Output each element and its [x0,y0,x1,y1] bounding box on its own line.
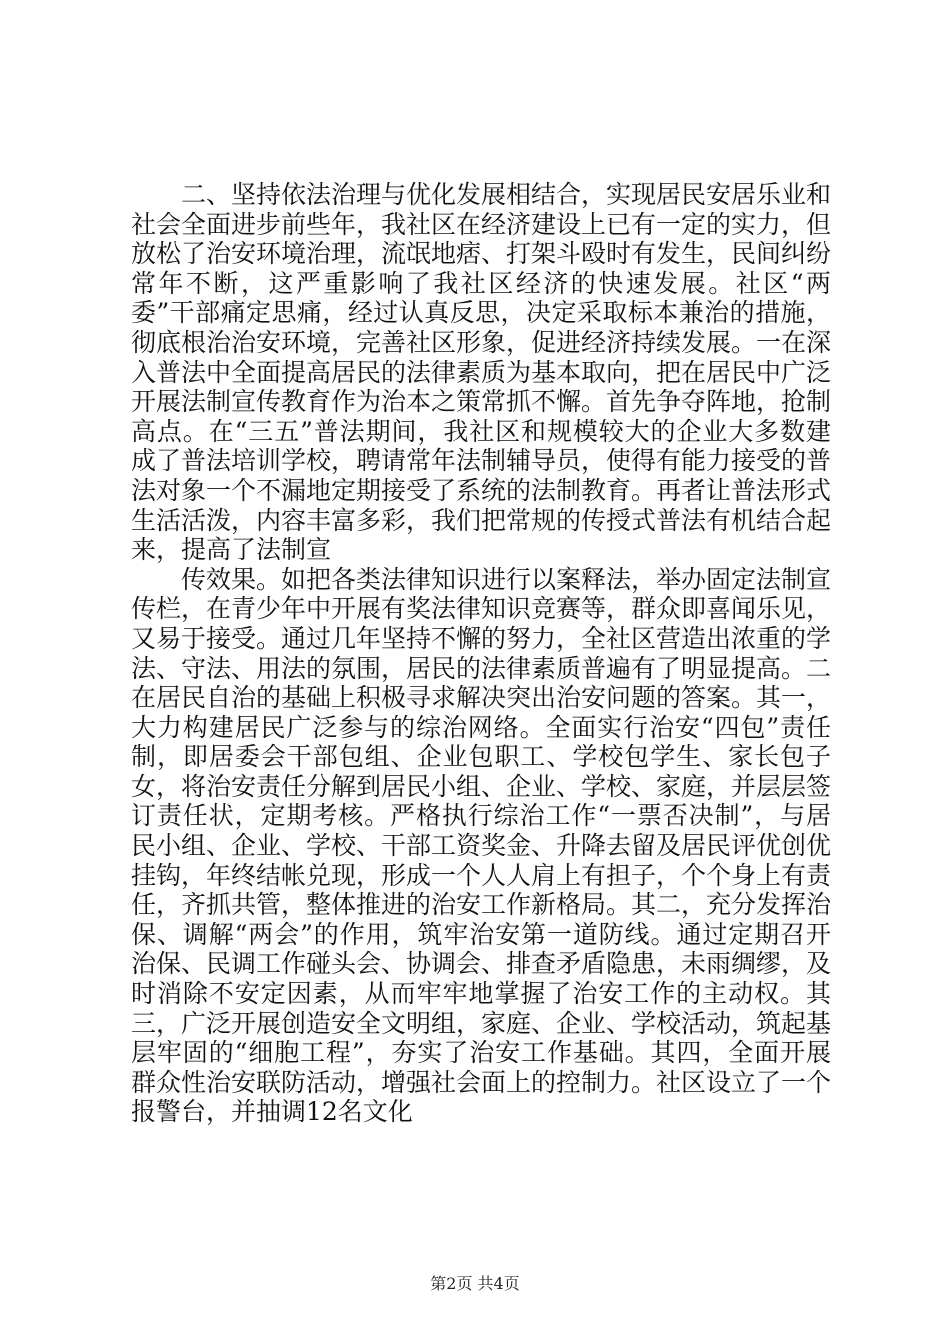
paragraph-2: 传效果。如把各类法律知识进行以案释法，举办固定法制宣传栏，在青少年中开展有奖法律知识竞赛等，群众即喜闻乐见，又易于接受。通过几年坚持不懈的努力，全社区营造出浓重的学法、守法、用法的氛围，居民的法律素质普遍有了明显提高。二在居民自治的基础上积极寻求解决突出治安问题的答案。其一，大力构建居民广泛参与的综治网络。全面实行治安“四包”责任制，即居委会干部包组、企业包职工、学校包学生、家长包子女，将治安责任分解到居民小组、企业、学校、家庭，并层层签订责任状，定期考核。严格执行综治工作“一票否决制”，与居民小组、企业、学校、干部工资奖金、升降去留及居民评优创优挂钩，年终结帐兑现，形成一个人人肩上有担子，个个身上有责任，齐抓共管，整体推进的治安工作新格局。其二，充分发挥治保、调解“两会”的作用，筑牢治安第一道防线。通过定期召开治保、民调工作碰头会、协调会、排查矛盾隐患，未雨绸缪，及时消除不安定因素，从而牢牢地掌握了治安工作的主动权。其三，广泛开展创造安全文明组，家庭、企业、学校活动，筑起基层牢固的“细胞工程”，夯实了治安工作基础。其四，全面开展群众性治安联防活动，增强社会面上的控制力。社区设立了一个报警台，并抽调12名文化 [131,564,832,1127]
page-number-footer: 第2页 共4页 [430,1274,520,1293]
paragraph-1: 二、坚持依法治理与优化发展相结合，实现居民安居乐业和社会全面进步前些年，我社区在经济建设上已有一定的实力，但放松了治安环境治理，流氓地痞、打架斗殴时有发生，民间纠纷常年不断，这严重影响了我社区经济的快速发展。社区“两委”干部痛定思痛，经过认真反思，决定采取标本兼治的措施，彻底根治治安环境，完善社区形象，促进经济持续发展。一在深入普法中全面提高居民的法律素质为基本取向，把在居民中广泛开展法制宣传教育作为治本之策常抓不懈。首先争夺阵地，抢制高点。在“三五”普法期间，我社区和规模较大的企业大多数建成了普法培训学校，聘请常年法制辅导员，使得有能力接受的普法对象一个不漏地定期接受了系统的法制教育。再者让普法形式生活活泼，内容丰富多彩，我们把常规的传授式普法有机结合起来，提高了法制宣 [131,180,832,565]
document-body [131,180,831,1127]
